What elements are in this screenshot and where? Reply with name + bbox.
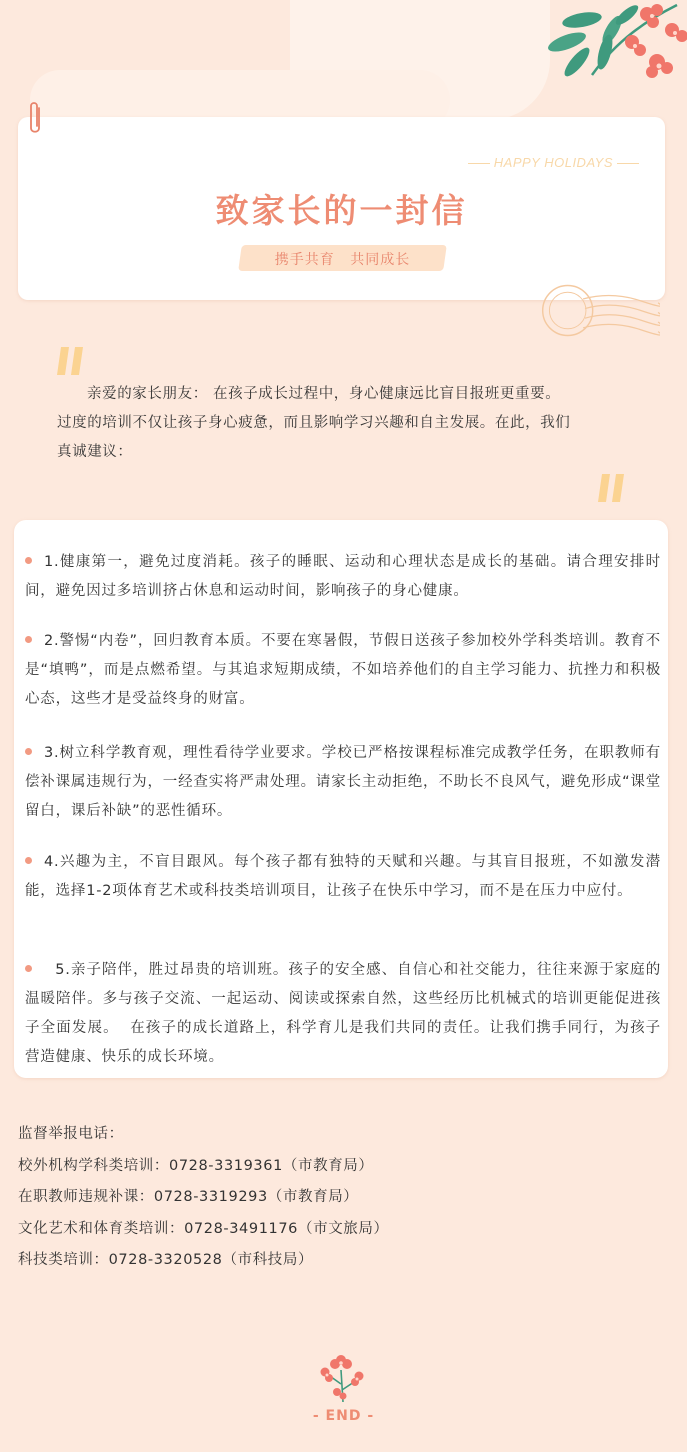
- list-item: 3.树立科学教育观，理性看待学业要求。学校已严格按课程标准完成教学任务，在职教师有偿补课属违规行为，一经查实将严肃处理。请家长主动拒绝，不助长不良风气，避免形成“课堂留白，课后补缺”的恶性循环。: [25, 745, 661, 819]
- hotline-item: 在职教师违规补课：0728-3319293（市教育局）: [18, 1189, 359, 1205]
- hotline-item: 科技类培训：0728-3320528（市科技局）: [18, 1252, 314, 1268]
- bullet-icon: [25, 748, 32, 755]
- end-label: - END -: [312, 1408, 375, 1424]
- suggestions-card: [14, 520, 668, 1078]
- bullet-icon: [25, 857, 32, 864]
- bullet-icon: [25, 636, 32, 643]
- list-item: 5.亲子陪伴，胜过昂贵的培训班。孩子的安全感、自信心和社交能力，往往来源于家庭的温暖陪伴。多与孩子交流、一起运动、阅读或探索自然，这些经历比机械式的培训更能促进孩子全面发展。 在孩子的成长道路上，科学育儿是我们共同的责任。让我们携手同行，为孩子营造健康、快乐的成长环境。: [25, 962, 661, 1065]
- intro-text: 亲爱的家长朋友： 在孩子成长过程中，身心健康远比盲目报班更重要。 过度的培训不仅让孩子身心疲惫，而且影响学习兴趣和自主发展。在此，我们 真诚建议：: [57, 386, 571, 460]
- bullet-icon: [25, 965, 32, 972]
- list-item: 2.警惕“内卷”，回归教育本质。不要在寒暑假，节假日送孩子参加校外学科类培训。教育不是“填鸭”，而是点燃希望。与其追求短期成绩，不如培养他们的自主学习能力、抗挫力和积极心态，这些才是受益终身的财富。: [25, 633, 661, 707]
- close-quote-icon: [596, 472, 626, 504]
- report-hotlines: [18, 1119, 658, 1277]
- happy-holidays-tagline: HAPPY HOLIDAYS: [464, 155, 643, 170]
- subtitle-banner: [240, 245, 445, 271]
- page-title: 致家长的一封信: [215, 191, 468, 230]
- bullet-icon: [25, 557, 32, 564]
- hotline-item: 文化艺术和体育类培训：0728-3491176（市文旅局）: [18, 1220, 389, 1237]
- flower-icon: [313, 1350, 373, 1405]
- postmark-stamp-icon: [535, 278, 660, 343]
- hotline-item: 校外机构学科类培训：0728-3319361（市教育局）: [18, 1157, 374, 1174]
- paperclip-icon: [25, 100, 45, 136]
- subtitle: 携手共育 共同成长: [274, 252, 411, 268]
- header-card: [18, 117, 665, 300]
- list-item: 1.健康第一，避免过度消耗。孩子的睡眠、运动和心理状态是成长的基础。请合理安排时间，避免因过多培训挤占休息和运动时间，影响孩子的身心健康。: [25, 554, 661, 599]
- list-item: 4.兴趣为主，不盲目跟风。每个孩子都有独特的天赋和兴趣。与其盲目报班，不如激发潜能，选择1-2项体育艺术或科技类培训项目，让孩子在快乐中学习，而不是在压力中应付。: [25, 854, 661, 899]
- open-quote-icon: [55, 345, 85, 377]
- flower-branch-icon: [507, 0, 687, 90]
- hotline-heading: 监督举报电话：: [18, 1126, 124, 1142]
